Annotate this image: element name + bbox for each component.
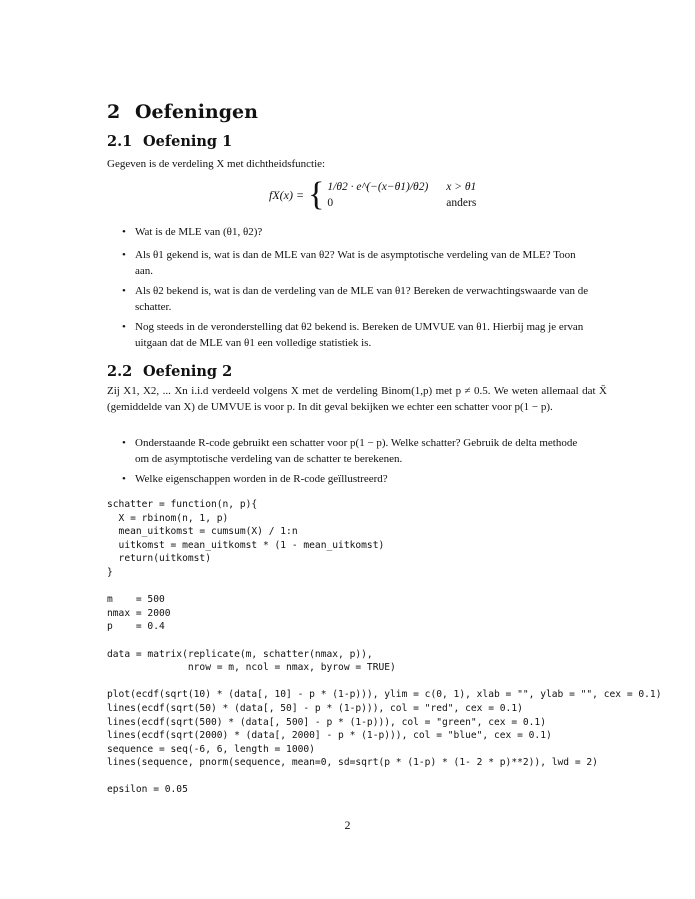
subsection-title-2: Oefening 2 [143,363,233,380]
exercise2-intro: Zij X1, X2, ... Xn i.i.d verdeeld volgens X met de verdeling Binom(1,p) met p ≠ 0.5. We weten allemaal dat X̄ (gemiddelde van X) de UMVUE is voor p. In dit geval bekijken we echter een schatter voor p(1 − p). [107,385,607,413]
exercise1-bullet: • Wat is de MLE van (θ1, θ2)? [122,226,263,238]
code-line: sequence = seq(-6, 6, length = 1000) [107,743,315,755]
code-line: epsilon = 0.05 [107,784,188,796]
exercise1-bullet: • Als θ2 bekend is, wat is dan de verdeling van de MLE van θ1? Bereken de verwachtingswaarde van de schatter. [122,285,589,313]
brace: { [308,176,325,213]
section-heading [107,101,258,123]
code-line: nrow = m, ncol = nmax, byrow = TRUE) [107,662,396,674]
code-line: lines(ecdf(sqrt(50) * (data[, 50] - p * (1-p))), col = "red", cex = 0.1) [107,702,523,714]
page-number: 2 [344,818,351,832]
code-line: schatter = function(n, p){ [107,499,258,510]
code-line: m = 500 [107,594,165,606]
code-line: lines(sequence, pnorm(sequence, mean=0, sd=sqrt(p * (1-p) * (1- 2 * p)**2)), lwd = 2) [107,757,598,769]
code-line: uitkomst = mean_uitkomst * (1 - mean_uitkomst) [107,539,385,551]
section-title: Oefeningen [135,101,258,123]
exercise1-bullet: • Nog steeds in de veronderstelling dat θ2 bekend is. Bereken de UMVUE van θ1. Hierbij mag je ervan uitgaan dat de MLE van θ1 een volledige statistiek is. [122,321,584,349]
code-line [107,770,662,784]
exercise2-bullet: • Welke eigenschappen worden in de R-code geïllustreerd? [122,473,388,485]
code-line: } [107,566,113,578]
code-line: return(uitkomst) [107,553,211,565]
subsection-title-1: Oefening 1 [143,133,233,150]
formula-case2-cond: anders [446,197,477,209]
exercise1-bullet: • Als θ1 gekend is, wat is dan de MLE van θ2? Wat is de asymptotische verdeling van de MLE? Toon aan. [122,249,576,277]
code-line: plot(ecdf(sqrt(10) * (data[, 10] - p * (1-p))), ylim = c(0, 1), xlab = "", ylab = "", cex = 0.1) [107,689,662,701]
subsection-number-1: 2.1 [107,133,133,150]
formula-case2-expr: 0 [327,197,334,209]
code-line [107,634,662,648]
formula-lhs: fX(x) = [269,187,305,202]
code-line: p = 0.4 [107,621,165,633]
code-line [107,675,662,689]
exercise2-bullet: • Onderstaande R-code gebruikt een schatter voor p(1 − p). Welke schatter? Gebruik de delta methode om de asymptotische verdeling van de schatter te berekenen. [122,437,578,465]
code-line: data = matrix(replicate(m, schatter(nmax, p)), [107,648,373,660]
subsection-number-2: 2.2 [107,363,133,380]
code-line: lines(ecdf(sqrt(500) * (data[, 500] - p * (1-p))), col = "green", cex = 0.1) [107,716,546,728]
subsection-heading-1 [107,133,232,150]
code-line: X = rbinom(n, 1, p) [107,512,229,524]
code-line: lines(ecdf(sqrt(2000) * (data[, 2000] - p * (1-p))), col = "blue", cex = 0.1) [107,730,552,742]
section-number: 2 [107,101,121,123]
r-code-block [107,498,662,797]
formula-case1-cond: x > θ1 [446,181,477,193]
formula-case1-expr: 1/θ2 · e^(−(x−θ1)/θ2) [327,181,429,193]
subsection-heading-2 [107,363,232,380]
exercise1-intro: Gegeven is de verdeling X met dichtheidsfunctie: [107,158,326,170]
code-line: nmax = 2000 [107,607,171,619]
code-line [107,580,662,594]
density-formula [269,178,476,212]
code-line: mean_uitkomst = cumsum(X) / 1:n [107,526,298,538]
